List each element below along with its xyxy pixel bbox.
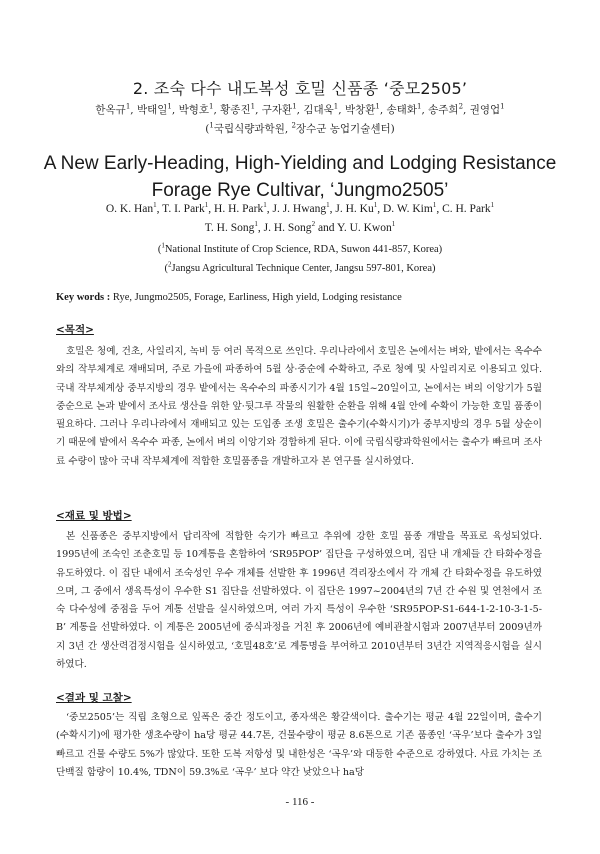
section-heading-methods: <재료 및 방법>	[56, 510, 132, 522]
author-name: 김대욱	[303, 104, 334, 116]
author	[214, 203, 267, 215]
affiliation-marker: 2	[291, 121, 296, 130]
affiliation-org: 장수군 농업기술센터	[296, 123, 391, 135]
author	[106, 203, 157, 215]
affiliation-org: Jangsu Agricultural Technique Center, Jangsu 597-801, Korea	[171, 263, 432, 274]
page-number: - 116 -	[285, 796, 315, 808]
author-name: 박태일	[136, 104, 168, 116]
author	[95, 104, 130, 116]
author-affiliation-marker: 1	[490, 201, 495, 210]
author-affiliation-marker: 1	[432, 201, 437, 210]
author-affiliation-marker: 1	[209, 102, 214, 111]
keywords-label: Key words :	[56, 292, 111, 303]
author-name: 박창환	[344, 104, 376, 116]
author	[387, 104, 422, 116]
author	[337, 222, 395, 234]
author	[220, 104, 255, 116]
section-body-results: ‘중모2505’는 직립 초형으로 잎폭은 중간 정도이고, 종자색은 황갈색이다. 출수기는 평균 4월 22일이며, 출수기(수확시기)에 평가한 생초수량이 ha당 평균 44.7톤, 건물수량이 평균 8.6톤으로 기존 품종인 ‘곡우’보다 출수가 3일 빠르고 건물 수량도 5%가 많았다. 또한 도복 저항성 및 내한성은 ‘곡우’와 대등한 수준으로 강하였다. 사료 가치는 조단백질 함량이 10.4%, TDN이 59.3%로 ‘곡우’ 보다 약간 낮았으나 ha당	[56, 712, 542, 778]
author-affiliation-marker: 1	[204, 201, 209, 210]
section-body-purpose: 호밀은 청예, 건초, 사일리지, 녹비 등 여러 목적으로 쓰인다. 우리나라에서 호밀은 논에서는 벼와, 밭에서는 옥수수와의 작부체계로 재배되며, 주로 가을에 파종하여 5월 상·중순에 수확하고, 주로 청예 및 사일리지로 이용되고 있다. 국내 작부체계상 중부지방의 경우 밭에서는 옥수수의 파종시기가 4월 15일~20일이고, 논에서는 벼의 이앙기가 5월 중순으로 논과 밭에서 조사료 생산을 위한 앞·뒷그루 작물의 원활한 순환을 위해 4월 안에 수확이 가능한 호밀 품종이 필요하다. 그러나 우리나라에서 재배되고 있는 도입종 조생 호밀은 출수기(수확시기)가 중부지방의 경우 5월 상순이기 때문에 밭에서 옥수수 파종, 논에서 벼의 이앙기와 경합하게 된다. 이에 국립식량과학원에서는 출수가 빠르며 조사료 수량이 많아 국내 작부체계에 적합한 호밀품종을 개발하고자 본 연구를 실시하였다.	[56, 346, 542, 467]
author-name: J. H. Song	[263, 222, 312, 234]
authors-korean: 한옥규$^1$, 박태일$^1$, 박형호$^1$, 황종진$^1$, 구자환$^1$, 김대욱$^1$, 박창환$^1$, 송태화$^1$, 송주희$^2$, 권영업$^1$	[95, 102, 505, 116]
affiliation-marker: 2	[167, 260, 172, 269]
author-affiliation-marker: 2	[458, 102, 464, 111]
authors-english-line-2: T. H. Song$^1$, J. H. Song$^2$ and Y. U. Kwon$^1$	[204, 220, 396, 234]
author-affiliation-marker: 1	[250, 102, 256, 111]
author-affiliation-marker: 1	[254, 220, 258, 229]
author-name: 한옥규	[95, 104, 126, 116]
paper-title-english: A New Early-Heading, High-Yielding and Lodging Resistance Forage Rye Cultivar, ‘Jungmo2505’	[43, 153, 557, 201]
author-affiliation-marker: 1	[125, 102, 131, 111]
author-affiliation-marker: 1	[333, 102, 339, 111]
author	[272, 203, 329, 215]
author-affiliation-marker: 1	[373, 201, 378, 210]
author-affiliation-marker: 2	[311, 220, 316, 229]
author-name: 구자환	[261, 104, 293, 116]
affiliation-line-1: ($^1$National Institute of Crop Science, RDA, Suwon 441-857, Korea)	[157, 241, 443, 255]
author-affiliation-marker: 1	[375, 102, 380, 111]
affiliation-marker: 1	[209, 121, 214, 130]
affiliation-org: 국립식량과학원,	[213, 123, 292, 135]
author	[470, 104, 505, 116]
author	[137, 104, 172, 116]
author-affiliation-marker: 1	[263, 201, 267, 210]
author-name: 황종진	[220, 104, 251, 116]
author-name: T. H. Song	[204, 222, 255, 234]
author	[162, 203, 208, 215]
author-affiliation-marker: 1	[167, 102, 172, 111]
section-heading-purpose: <목적>	[56, 324, 94, 336]
author-name: Y. U. Kwon	[337, 222, 392, 234]
affiliations-korean: ($^1$국립식량과학원, $^2$장수군 농업기술센터)	[205, 121, 395, 135]
section-heading-results: <결과 및 고찰>	[56, 692, 132, 704]
author	[303, 104, 338, 116]
author-name: 송태화	[386, 104, 417, 116]
author-name: 박형호	[178, 104, 209, 116]
affiliation-org: National Institute of Crop Science, RDA, Suwon 441-857, Korea	[164, 244, 439, 255]
paper-title-korean: 2. 조숙 다수 내도복성 호밀 신품종 ‘중모2505’	[132, 79, 468, 98]
keywords	[56, 292, 556, 303]
section-body-methods: 본 신품종은 중부지방에서 답리작에 적합한 숙기가 빠르고 추위에 강한 호밀 품종 개발을 목표로 육성되었다. 1995년에 조숙인 조춘호밀 등 10계통을 혼합하여 ‘SR95POP’ 집단을 구성하였으며, 집단 내 개체들 간 타화수정을 유도하였다. 이 집단 내에서 조숙성인 우수 개체를 선발한 후 1996년 격리장소에서 각 개체 간 타화수정을 유도하였으며, 그 중에서 생육특성이 우수한 S1 집단을 선발하였다. 이 집단은 1997~2004년의 7년 간 수원 및 연천에서 조숙 다수성에 중점을 두어 계통 선발을 실시하였으며, 여러 가지 특성이 우수한 ‘SR95POP-S1-644-1-2-10-3-1-5-B’ 계통을 선발하였다. 이 계통은 2005년에 중식과정을 거친 후 2006년에 예비관찰시험과 2007년부터 2009년까지 3년 간 생산력검정시험을 실시하였고, ‘호밀48호’로 계통명을 부여하고 2010년부터 3년간 지역적응시험을 실시하였다.	[56, 531, 542, 671]
author-affiliation-marker: 1	[391, 220, 396, 229]
author	[335, 203, 377, 215]
author-affiliation-marker: 1	[326, 201, 330, 210]
author	[179, 104, 214, 116]
author-affiliation-marker: 1	[153, 201, 157, 210]
author-name: 송주희	[428, 104, 459, 116]
author-name: C. H. Park	[442, 203, 491, 215]
author	[383, 203, 436, 215]
author-name: O. K. Han	[105, 203, 154, 215]
author-name: 권영업	[469, 104, 501, 116]
author-affiliation-marker: 1	[416, 102, 422, 111]
author-affiliation-marker: 1	[292, 102, 297, 111]
author-name: J. H. Ku	[335, 203, 374, 215]
author-name: J. J. Hwang	[272, 203, 327, 215]
affiliations-english	[0, 240, 600, 278]
affiliation-line-2: ($^2$Jangsu Agricultural Technique Center, Jangsu 597-801, Korea)	[164, 260, 436, 274]
author	[264, 222, 315, 234]
affiliation-marker: 1	[161, 241, 165, 250]
author-name: D. W. Kim	[382, 203, 433, 215]
keywords-text: Rye, Jungmo2505, Forage, Earliness, High yield, Lodging resistance	[112, 292, 402, 303]
authors-english-line-1: O. K. Han$^1$, T. I. Park$^1$, H. H. Park$^1$, J. J. Hwang$^1$, J. H. Ku$^1$, D. W. Kim$^1$, C. H. Park$^1$	[105, 201, 495, 215]
author-name: H. H. Park	[214, 203, 264, 215]
author	[262, 104, 297, 116]
authors-english	[30, 200, 570, 238]
author	[442, 203, 494, 215]
author-name: T. I. Park	[162, 203, 205, 215]
author	[428, 104, 463, 116]
author	[205, 222, 258, 234]
author	[345, 104, 380, 116]
author-affiliation-marker: 1	[500, 102, 505, 111]
